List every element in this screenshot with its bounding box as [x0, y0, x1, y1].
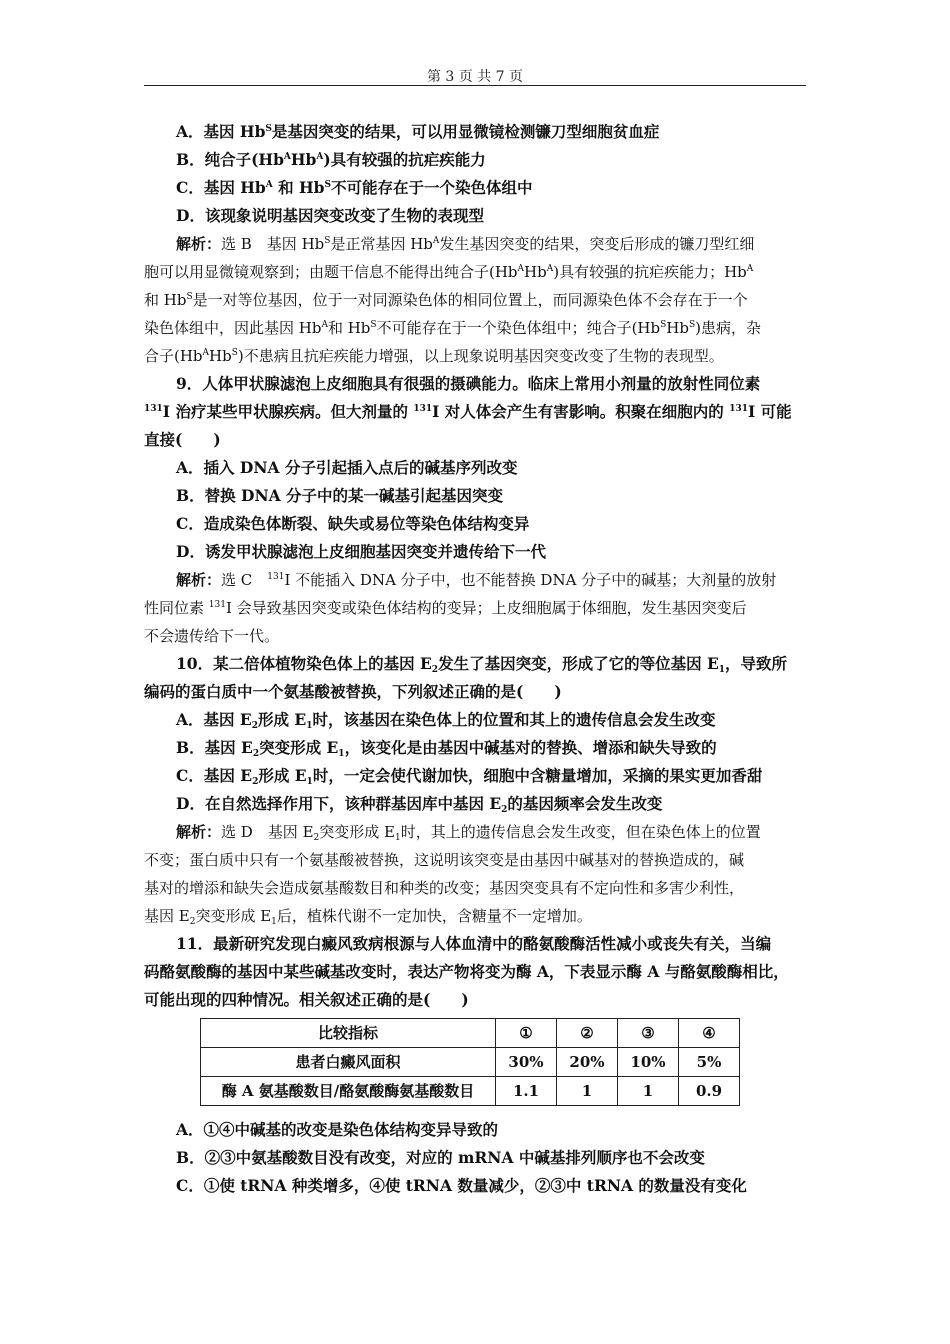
q9-option-b: B．替换 DNA 分子中的某一碱基引起基因突变	[176, 486, 504, 505]
header-divider	[144, 85, 806, 86]
table-cell: 1.1	[496, 1077, 557, 1106]
q10-stem: 10．某二倍体植物染色体上的基因 $E_2$发生了基因突变，形成了它的等位基因 $E_1$，导致所	[176, 654, 788, 675]
q11-table-wrapper	[144, 1014, 806, 1116]
q11-option-c: C．①使 tRNA 种类增多，④使 tRNA 数量减少，②③中 tRNA 的数量没有变化	[176, 1176, 747, 1195]
q9-option-c: C．造成染色体断裂、缺失或易位等染色体结构变异	[176, 514, 530, 533]
table-header-cell: ②	[557, 1019, 618, 1048]
table-cell: 1	[618, 1077, 679, 1106]
table-cell: 酶 A 氨基酸数目/酪氨酸酶氨基酸数目	[201, 1077, 496, 1106]
q10-option-b: B．基因 $E_2$突变形成 $E_1$，该变化是由基因中碱基对的替换、增添和缺失导致的	[176, 738, 717, 759]
q8-option-b: B．纯合子$(Hb^AHb^A)$具有较强的抗疟疾能力	[176, 150, 486, 169]
page-header: 第 3 页 共 7 页	[426, 69, 524, 85]
table-row	[201, 1048, 740, 1077]
q11-stem: 11．最新研究发现白癜风致病根源与人体血清中的酪氨酸酶活性减小或丧失有关，当编	[176, 934, 772, 953]
q8-option-c: C．基因 $Hb^A$ 和 $Hb^S$不可能存在于一个染色体组中	[176, 178, 533, 197]
q10-analysis-line: 基对的增添和缺失会造成氨基酸数目和种类的改变；基因突变具有不定向性和多害少利性，	[144, 879, 745, 897]
q8-analysis-line: 染色体组中，因此基因 $Hb^A$和 $Hb^S$不可能存在于一个染色体组中；纯合子$(Hb^SHb^S)$患病，杂	[144, 319, 762, 337]
q9-analysis-line: 解析：选 C $^{131}$I 不能插入 DNA 分子中，也不能替换 DNA 分子中的碱基；大剂量的放射	[176, 571, 777, 589]
table-cell: 0.9	[679, 1077, 740, 1106]
q10-option-a: A．基因 $E_2$形成 $E_1$时，该基因在染色体上的位置和其上的遗传信息会发生改变	[176, 710, 716, 731]
q9-analysis-line: 性同位素 $^{131}$I 会导致基因突变或染色体结构的变异；上皮细胞属于体细胞，发生基因突变后	[144, 599, 747, 617]
q11-option-b: B．②③中氨基酸数目没有改变，对应的 mRNA 中碱基排列顺序也不会改变	[176, 1148, 705, 1167]
q8-option-a: A．基因 $Hb^S$是基因突变的结果，可以用显微镜检测镰刀型细胞贫血症	[176, 122, 660, 141]
q11-comparison-table	[200, 1018, 740, 1106]
q10-analysis-line: 解析：选 D 基因 $E_2$突变形成 $E_1$时，其上的遗传信息会发生改变，但在染色体上的位置	[176, 823, 761, 843]
table-header-cell: 比较指标	[201, 1019, 496, 1048]
table-row	[201, 1077, 740, 1106]
table-cell: 患者白癜风面积	[201, 1048, 496, 1077]
q11-stem: 码酪氨酸酶的基因中某些碱基改变时，表达产物将变为酶 A，下表显示酶 A 与酪氨酸酶相比，	[144, 962, 789, 981]
q11-option-a: A．①④中碱基的改变是染色体结构变异导致的	[176, 1120, 499, 1139]
q9-option-d: D．诱发甲状腺滤泡上皮细胞基因突变并遗传给下一代	[176, 542, 546, 561]
q10-analysis-line: 基因 $E_2$突变形成 $E_1$后，植株代谢不一定加快，含糖量不一定增加。	[144, 907, 592, 927]
q10-stem: 编码的蛋白质中一个氨基酸被替换，下列叙述正确的是( )	[144, 682, 562, 701]
q8-analysis-line: 胞可以用显微镜观察到；由题干信息不能得出纯合子$(Hb^AHb^A)$具有较强的抗疟疾能力；$Hb^A$	[144, 263, 754, 281]
q8-analysis-line: 解析：选 B 基因 $Hb^S$是正常基因 $Hb^A$发生基因突变的结果，突变后形成的镰刀型红细	[176, 235, 755, 253]
q10-option-c: C．基因 $E_2$形成 $E_1$时，一定会使代谢加快，细胞中含糖量增加，采摘的果实更加香甜	[176, 766, 763, 787]
q9-stem: 直接( )	[144, 430, 221, 449]
q8-analysis-line: 和 $Hb^S$是一对等位基因，位于一对同源染色体的相同位置上，而同源染色体不会存在于一个	[144, 291, 748, 309]
table-header-cell: ③	[618, 1019, 679, 1048]
q9-option-a: A．插入 DNA 分子引起插入点后的碱基序列改变	[176, 458, 518, 477]
table-cell: 5%	[679, 1048, 740, 1077]
table-header-row	[201, 1019, 740, 1048]
q10-option-d: D．在自然选择作用下，该种群基因库中基因 $E_2$的基因频率会发生改变	[176, 794, 663, 815]
q8-analysis-line: 合子$(Hb^AHb^S)$不患病且抗疟疾能力增强，以上现象说明基因突变改变了生物的表现型。	[144, 347, 724, 365]
q9-stem: 9．人体甲状腺滤泡上皮细胞具有很强的摄碘能力。临床上常用小剂量的放射性同位素	[176, 374, 761, 393]
q9-stem: $^{131}$I 治疗某些甲状腺疾病。但大剂量的 $^{131}$I 对人体会产生有害影响。积聚在细胞内的 $^{131}$I 可能	[144, 402, 792, 421]
q10-analysis-line: 不变；蛋白质中只有一个氨基酸被替换，这说明该突变是由基因中碱基对的替换造成的，碱	[144, 851, 745, 869]
document-body	[144, 118, 806, 1200]
q8-option-d: D．该现象说明基因突变改变了生物的表现型	[176, 206, 484, 225]
table-header-cell: ①	[496, 1019, 557, 1048]
table-cell: 30%	[496, 1048, 557, 1077]
table-cell: 10%	[618, 1048, 679, 1077]
q9-analysis-line: 不会遗传给下一代。	[144, 627, 280, 645]
table-header-cell: ④	[679, 1019, 740, 1048]
q11-stem: 可能出现的四种情况。相关叙述正确的是( )	[144, 990, 469, 1009]
table-cell: 20%	[557, 1048, 618, 1077]
table-cell: 1	[557, 1077, 618, 1106]
